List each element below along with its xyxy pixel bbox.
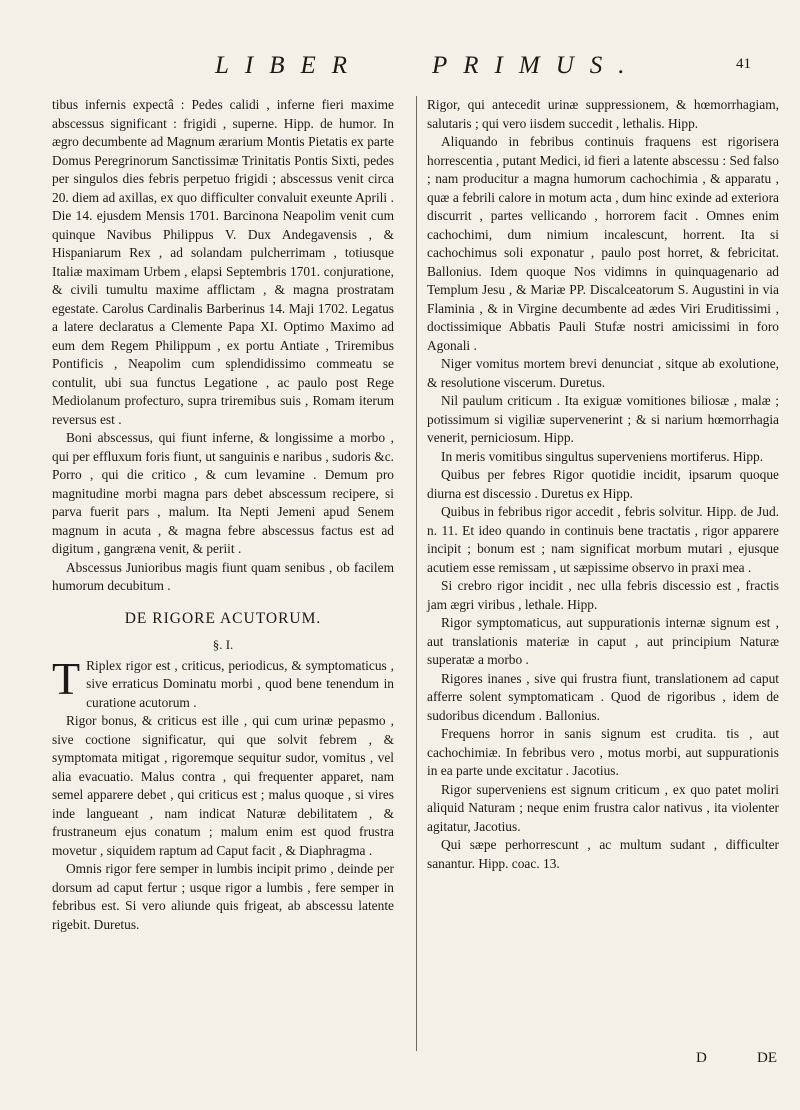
right-column — [427, 96, 779, 873]
right-paragraph: Qui sæpe perhorrescunt , ac multum sudant , difficulter sanantur. Hipp. coac. 13. — [427, 837, 779, 871]
section-mark: §. I. — [212, 637, 234, 652]
drop-cap: T — [52, 652, 81, 704]
left-paragraph: Omnis rigor fere semper in lumbis incipit primo , deinde per dorsum ad caput fertur ; usque rigor a lumbis , fere semper in febribus est. Si vero aliunde quis frigeat, ab abscessu latente rigebit. Duretus. — [52, 861, 394, 932]
running-head — [0, 52, 800, 92]
column-divider — [416, 96, 417, 1051]
running-head-right: PRIMUS. — [432, 52, 641, 79]
left-paragraph-text: Riplex rigor est , criticus, periodicus, & symptomaticus , sive erraticus Dominatu morbi , quod bene tenendum in curatione acutorum . — [86, 657, 394, 710]
signature-mark: D — [696, 1050, 707, 1066]
right-paragraph: Rigores inanes , sive qui frustra fiunt, translationem ad caput afferre solent symptomaticam . Quod de rigoribus , idem de sudoribus dicendum . Ballonius. — [427, 670, 779, 723]
right-paragraph: Quibus in febribus rigor accedit , febris solvitur. Hipp. de Jud. n. 11. Et ideo quando in continuis bene tractatis , rigor apparere incipit ; bonum est ; nam significat morbum mutari , ejusque acutiem esse remissam , ut sæpissime observo in praxi mea . — [427, 504, 779, 575]
right-paragraph: Rigor, qui antecedit urinæ suppressionem, & hœmorrhagiam, salutaris ; qui vero iisdem succedit , lethalis. Hipp. — [427, 97, 779, 131]
running-head-left: LIBER — [215, 52, 364, 79]
right-paragraph: Quibus per febres Rigor quotidie incidit, ipsarum quoque diurna est discessio . Duretus ex Hipp. — [427, 467, 779, 501]
left-paragraph: Rigor bonus, & criticus est ille , qui cum urinæ pepasmo , sive coctione significatur, qui que solvit febrem , & symptomata mitigat , rigoremque sequitur sudor, vomitus , vel alia evacuatio. Malus contra , qui frequenter apparet, nam semel apparere debet , qui criticus est ; malus quoque , si vires inde langueant , nam indicat Naturæ debilitatem , & frustraneum ejus conatum ; malum enim est quod frustra movetur , siquidem raptum ad Caput facit , & Diaphragma . — [52, 713, 394, 858]
left-paragraph: Boni abscessus, qui fiunt inferne, & longissime a morbo , qui per effluxum foris fiunt, ut sanguinis e naribus , sudoris &c. Porro , qui die critico , & cum levamine . Demum pro magnitudine morbi magna pars debet abscessum recipere, si parva fuerit pars , malum. Ita Nepti Jemeni apud Senem magnum in acuta , & magna febre abscessus factus est ad digitum , gangræna venit, & periit . — [52, 430, 394, 556]
left-paragraph — [52, 652, 394, 713]
section-heading: DE RIGORE ACUTORUM. — [124, 609, 322, 627]
page-number: 41 — [736, 56, 751, 72]
left-paragraph: Abscessus Junioribus magis fiunt quam senibus , ob facilem humorum decubitum . — [52, 559, 394, 593]
catchword: DE — [757, 1050, 777, 1066]
right-paragraph: Rigor superveniens est signum criticum , ex quo patet moliri aliquid Naturam ; neque enim frustra calor nativus , ita violenter agitatur, Jacotius. — [427, 781, 779, 834]
right-paragraph: Nil paulum criticum . Ita exiguæ vomitiones biliosæ , malæ ; potissimum si vigiliæ supervenerint ; & si narium hœmorrhagia venerit, perniciosum. Hipp. — [427, 393, 779, 445]
right-paragraph: Frequens horror in sanis signum est crudita. tis , aut cachochimiæ. In febribus vero , motus morbi, aut suppurationis in ea parte unde excitatur . Jacotius. — [427, 726, 779, 778]
right-paragraph: In meris vomitibus singultus superveniens mortiferus. Hipp. — [441, 448, 764, 464]
left-column — [52, 96, 394, 934]
left-paragraph: tibus infernis expectâ : Pedes calidi , inferne fieri maxime abscessus significant : frigidi , superne. Hipp. de humor. In ægro decumbente ad Magnum ærarium Montis Pietatis ex parte Domus Peregrinorum Sanctissimæ Trinitatis Pontis Sixti, pedes per singulos dies febris perpetuo frigidi ; abscessus venit circa 20. diem ad axillas, ex quo difficulter convaluit exeunte Aprili . Die 14. ejusdem Mensis 1701. Barcinona Neapolim venit cum quinque Navibus Philippus V. Dux Andegavensis , & Hispaniarum Rex , ad solandam pulcherrimam , totiusque Italiæ maximam Urbem , elapsi Septembris 1701. conjuratione, & civili tumultu maxime afflictam , & magna prostratam egestate. Carolus Cardinalis Barberinus 14. Maji 1702. Legatus a latere declaratus a Clemente Papa XI. Optimo Maximo ad eum dem Regem Philippum , ex portu Antiate , Triremibus Pontificis , Neapolim cum splendidissimo commeatu se contulit, ubi sua functus Legatione , ac paulo post Rege Mediolanum profecturo, supra triremibus suis , Romam iterum reversus est . — [52, 97, 394, 427]
right-paragraph: Aliquando in febribus continuis fraquens est rigorisera horrescentia , putant Medici, id fieri a latente abscessu : Sed falso ; nam producitur a magna humorum cachochimia , & apparatu , quæ a febrili calore in motum acta , dum hinc exinde ad exteriora discurrit , partes vellicando , horrorem facit . Omnes enim cachochimi, dum nimium incalescunt, horrent. Ita si cachochimus soli exponatur , paulo post horret, & febricitat. Ballonius. Idem quoque Nos vidimns in quinquagenario ad Templum Jesu , & Mariæ PP. Discalceatorum S. Augustini in via Flaminia , & in Virgine decumbente ad ædes Viri Eruditissimi , doctissimique Abbatis Pauli Stufæ nostri amicissimi in foro Agonali . — [427, 134, 779, 353]
right-paragraph: Rigor symptomaticus, aut suppurationis internæ signum est , aut translationis materiæ in caput , aut principium Naturæ superatæ a morbo . — [427, 615, 779, 667]
right-paragraph: Niger vomitus mortem brevi denunciat , sitque ab exolutione, & resolutione viscerum. Duretus. — [427, 356, 779, 390]
right-paragraph: Si crebro rigor incidit , nec ulla febris discessio est , fractis jam ægri viribus , lethale. Hipp. — [427, 578, 779, 612]
